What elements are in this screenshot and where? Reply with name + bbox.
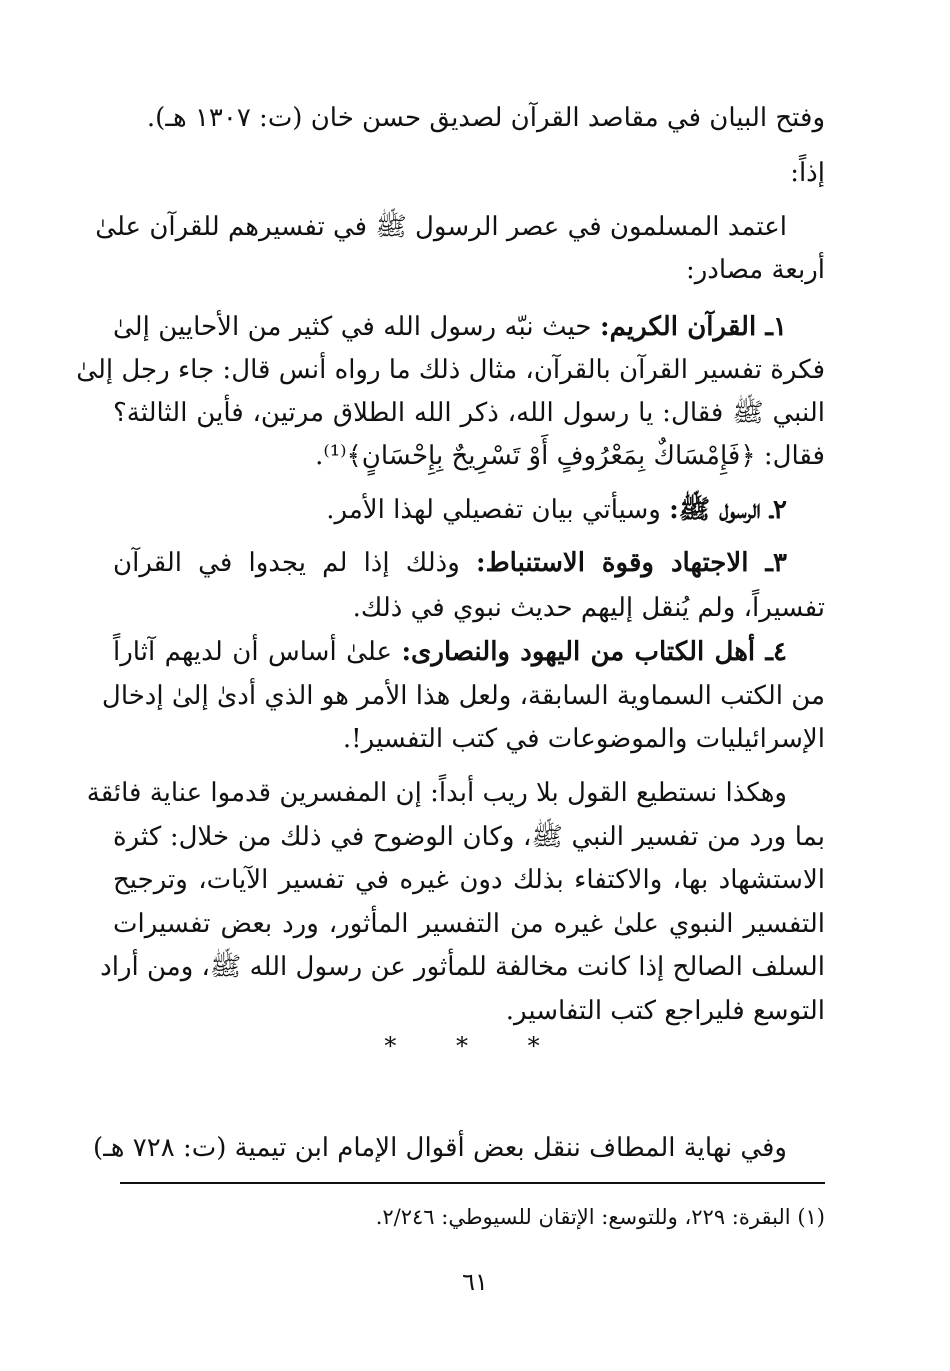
list-heading: ٢ـ الرسول ﷺ: (669, 495, 787, 525)
list-item-ijtihad (113, 543, 825, 583)
paragraph-line: التوسع فليراجع كتب التفاسير. (505, 996, 825, 1026)
paragraph-line: بما ورد من تفسير النبي ﷺ، وكان الوضوح في ذلك من خلال: كثرة (113, 822, 825, 852)
list-text: علىٰ أساس أن لديهم آثاراً (113, 637, 392, 667)
quran-verse-line: فقال: ﴿فَإِمْسَاكٌ بِمَعْرُوفٍ أَوْ تَسْرِيحٌ بِإِحْسَانٍ﴾⁽¹⁾. (315, 441, 825, 471)
paragraph-line: اعتمد المسلمون في عصر الرسول ﷺ في تفسيرهم للقرآن علىٰ (95, 212, 787, 242)
list-heading: ١ـ القرآن الكريم: (599, 312, 788, 342)
paragraph-line: النبي ﷺ فقال: يا رسول الله، ذكر الله الطلاق مرتين، فأين الثالثة؟ (113, 398, 825, 428)
paragraph-line: السلف الصالح إذا كانت مخالفة للمأثور عن رسول الله ﷺ، ومن أراد (100, 952, 825, 982)
text-line: وفتح البيان في مقاصد القرآن لصديق حسن خان (ت: ١٣٠٧ هـ). (146, 103, 825, 133)
paragraph-line: من الكتب السماوية السابقة، ولعل هذا الأمر هو الذي أدىٰ إلىٰ إدخال (101, 681, 825, 711)
list-text: وذلك إذا لم يجدوا في القرآن (113, 548, 460, 578)
list-item-ahl-kitab (113, 632, 825, 672)
paragraph-line: أربعة مصادر: (685, 255, 825, 285)
list-item-prophet (113, 490, 825, 530)
footnote-rule (120, 1182, 825, 1184)
paragraph-line: فكرة تفسير القرآن بالقرآن، مثال ذلك ما رواه أنس قال: جاء رجل إلىٰ (76, 355, 825, 385)
paragraph-line: الإسرائيليات والموضوعات في كتب التفسير!. (342, 724, 825, 754)
list-heading: ٤ـ أهل الكتاب من اليهود والنصارى: (401, 637, 787, 667)
text-line: إذاً: (790, 158, 825, 188)
page-number: ٦١ (462, 1268, 488, 1296)
list-item-quran (113, 307, 825, 347)
section-separator: * * * (384, 1032, 566, 1060)
list-text: وسيأتي بيان تفصيلي لهذا الأمر. (326, 495, 661, 525)
list-heading: ٣ـ الاجتهاد وقوة الاستنباط: (476, 548, 788, 578)
list-text: حيث نبّه رسول الله في كثير من الأحايين إلىٰ (113, 312, 592, 342)
paragraph-line: التفسير النبوي علىٰ غيره من التفسير المأثور، ورد بعض تفسيرات (113, 909, 825, 939)
paragraph-line: الاستشهاد بها، والاكتفاء بذلك دون غيره في تفسير الآيات، وترجيح (113, 865, 825, 895)
footnote: (١) البقرة: ٢٢٩، وللتوسع: الإتقان للسيوطي: ٢/٢٤٦. (375, 1205, 825, 1229)
paragraph-line: وهكذا نستطيع القول بلا ريب أبداً: إن المفسرين قدموا عناية فائقة (86, 778, 787, 808)
paragraph-line: وفي نهاية المطاف ننقل بعض أقوال الإمام ابن تيمية (ت: ٧٢٨ هـ) (93, 1133, 787, 1163)
paragraph-line: تفسيراً، ولم يُنقل إليهم حديث نبوي في ذلك. (352, 593, 825, 623)
